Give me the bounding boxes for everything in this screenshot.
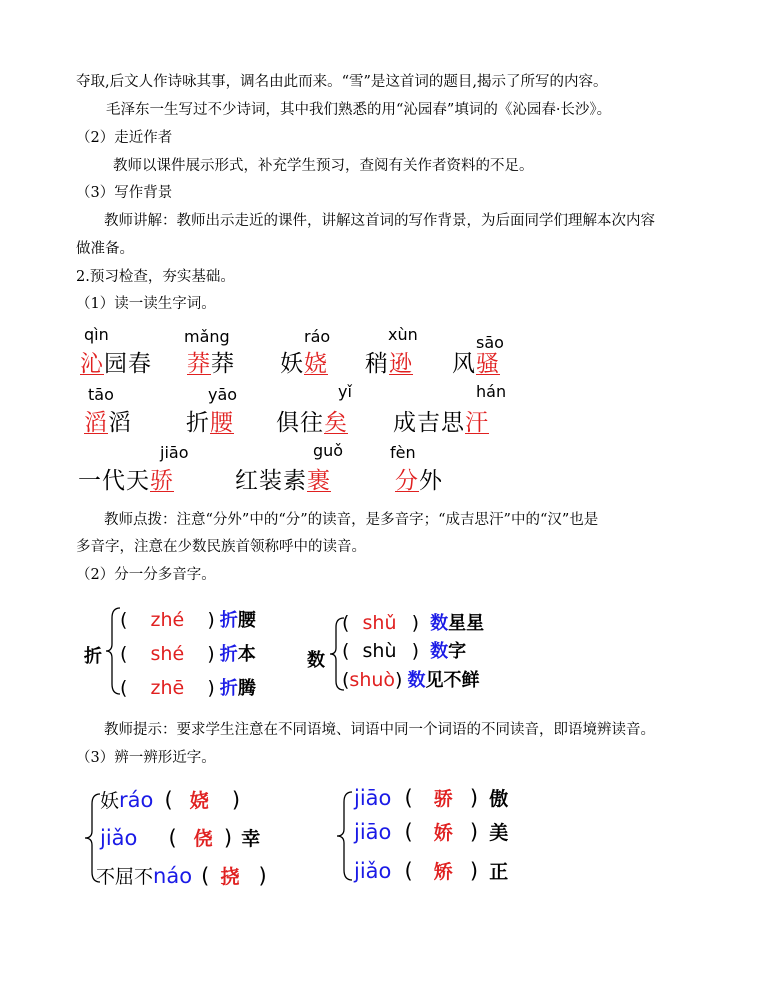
paragraph-background-2: 做准备。 xyxy=(76,241,134,257)
polyphonic-zhe-row-1: ( zhé ) 折腰 xyxy=(120,609,256,631)
pinyin-rao: ráo xyxy=(304,327,331,346)
pinyin-guo: guǒ xyxy=(313,441,344,460)
heading-background: （3）写作背景 xyxy=(76,185,173,201)
similar-left-row-2: jiǎo ( 侥 ) 幸 xyxy=(100,826,261,850)
polyphonic-zhe-row-3: ( zhē ) 折腾 xyxy=(120,677,256,699)
similar-right-row-2: jiāo ( 娇 ) 美 xyxy=(354,820,509,844)
pinyin-mang: mǎng xyxy=(184,327,230,346)
similar-left-row-1: 妖ráo ( 娆 ) xyxy=(100,788,241,812)
word-chengjisihan: 成吉思汗 xyxy=(393,410,489,436)
paragraph-tips-2: 多音字，注意在少数民族首领称呼中的读音。 xyxy=(76,539,366,555)
word-yidaitianjiao: 一代天骄 xyxy=(78,468,174,494)
paragraph-background-1: 教师讲解：教师出示走近的课件，讲解这首词的写作背景，为后面同学们理解本次内容 xyxy=(104,213,655,229)
polyphonic-char-shu: 数 xyxy=(307,650,325,671)
paragraph-tips-1: 教师点拨：注意“分外”中的“分”的读音，是多音字；“成吉思汗”中的“汉”也是 xyxy=(104,512,599,528)
polyphonic-shu-row-2: ( shù ) 数字 xyxy=(342,640,467,662)
similar-right-row-3: jiǎo ( 矫 ) 正 xyxy=(354,859,509,883)
word-fengsao: 风骚 xyxy=(452,351,500,377)
heading-polyphonic: （2）分一分多音字。 xyxy=(76,567,216,583)
word-shaoxun: 稍逊 xyxy=(365,351,413,377)
word-zheyao: 折腰 xyxy=(186,410,234,436)
word-juwangyi: 俱往矣 xyxy=(276,410,348,436)
pinyin-qin: qìn xyxy=(84,325,109,344)
pinyin-jiao: jiāo xyxy=(160,443,189,462)
paragraph-hint: 教师提示：要求学生注意在不同语境、词语中同一个词语的不同读音，即语境辨读音。 xyxy=(104,722,655,738)
pinyin-fen: fèn xyxy=(390,443,416,462)
brace-similar-right xyxy=(334,790,356,882)
pinyin-yi: yǐ xyxy=(338,382,352,401)
paragraph-intro: 夺取,后文人作诗咏其事，调名由此而来。“雪”是这首词的题目,揭示了所写的内容。 xyxy=(76,74,608,90)
polyphonic-shu-row-3: (shuò) 数见不鲜 xyxy=(342,669,480,691)
similar-right-row-1: jiāo ( 骄 ) 傲 xyxy=(354,786,509,810)
polyphonic-zhe-row-2: ( shé ) 折本 xyxy=(120,643,256,665)
pinyin-xun: xùn xyxy=(388,325,418,344)
pinyin-tao: tāo xyxy=(88,385,114,404)
polyphonic-char-zhe: 折 xyxy=(84,646,102,667)
polyphonic-shu-row-1: ( shǔ ) 数星星 xyxy=(342,612,485,634)
word-mangmang: 莽莽 xyxy=(187,351,235,377)
section-preview-check: 2.预习检查，夯实基础。 xyxy=(76,269,235,285)
word-qinyuanchun: 沁园春 xyxy=(80,351,152,377)
word-fenwai: 分外 xyxy=(395,468,443,494)
heading-read-words: （1）读一读生字词。 xyxy=(76,296,216,312)
paragraph-mao: 毛泽东一生写过不少诗词，其中我们熟悉的用“沁园春”填词的《沁园春·长沙》。 xyxy=(106,102,612,118)
pinyin-yao: yāo xyxy=(208,385,238,404)
word-taotao: 滔滔 xyxy=(84,410,132,436)
heading-similar-chars: （3）辨一辨形近字。 xyxy=(76,750,216,766)
similar-left-row-3: 不屈不náo ( 挠 ) xyxy=(96,864,267,888)
word-hongzhuangsuguo: 红装素裹 xyxy=(235,468,331,494)
paragraph-author: 教师以课件展示形式，补充学生预习，查阅有关作者资料的不足。 xyxy=(113,158,534,174)
word-yaorao: 妖娆 xyxy=(280,351,328,377)
pinyin-sao: sāo xyxy=(476,333,504,352)
heading-author: （2）走近作者 xyxy=(76,130,173,146)
pinyin-han: hán xyxy=(476,382,507,401)
